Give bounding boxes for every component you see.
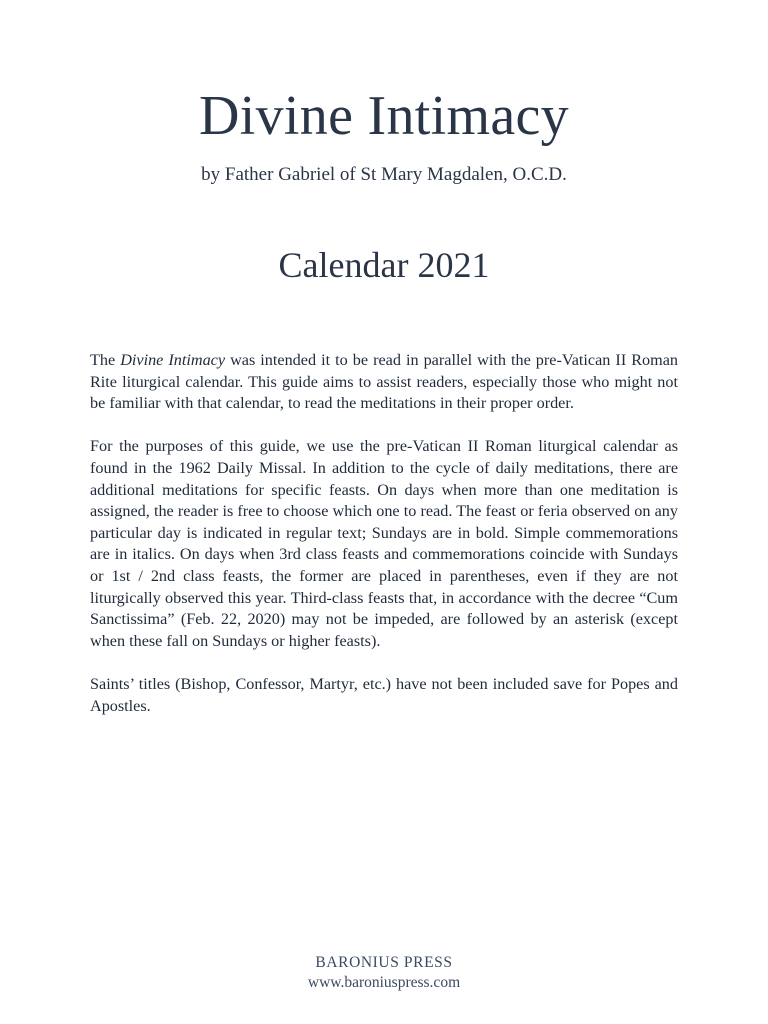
author-line: by Father Gabriel of St Mary Magdalen, O.C.D.	[201, 164, 567, 185]
paragraph-intro	[90, 350, 678, 415]
document-title: Divine Intimacy	[199, 85, 569, 147]
paragraph-intro-post: was intended it to be read in parallel with the pre-Vatican II Roman Rite liturgical calendar. This guide aims to assist readers, especially those who might not be familiar with that calendar, to read the meditations in their proper order.	[90, 351, 679, 413]
paragraph-intro-pre: The	[90, 351, 121, 369]
publisher-name: BARONIUS PRESS	[315, 954, 453, 971]
body-text	[90, 350, 678, 739]
paragraph-purposes: For the purposes of this guide, we use the pre-Vatican II Roman liturgical calendar as found in the 1962 Daily Missal. In addition to the cycle of daily meditations, there are additional meditations for specific feasts. On days when more than one meditation is assigned, the reader is free to choose which one to read. The feast or feria observed on any particular day is indicated in regular text; Sundays are in bold. Simple commemorations are in italics. On days when 3rd class feasts and commemorations coincide with Sundays or 1st / 2nd class feasts, the former are placed in parentheses, even if they are not liturgically observed this year. Third-class feasts that, in accordance with the decree “Cum Sanctissima” (Feb. 22, 2020) may not be impeded, are followed by an asterisk (except when these fall on Sundays or higher feasts).	[90, 437, 678, 650]
calendar-heading: Calendar 2021	[278, 245, 490, 285]
footer	[0, 953, 768, 993]
paragraph-saints-titles: Saints’ titles (Bishop, Confessor, Martyr, etc.) have not been included save for Popes and Apostles.	[90, 674, 678, 715]
publisher-website[interactable]: www.baroniuspress.com	[307, 974, 461, 991]
book-title-italic: Divine Intimacy	[120, 351, 226, 369]
